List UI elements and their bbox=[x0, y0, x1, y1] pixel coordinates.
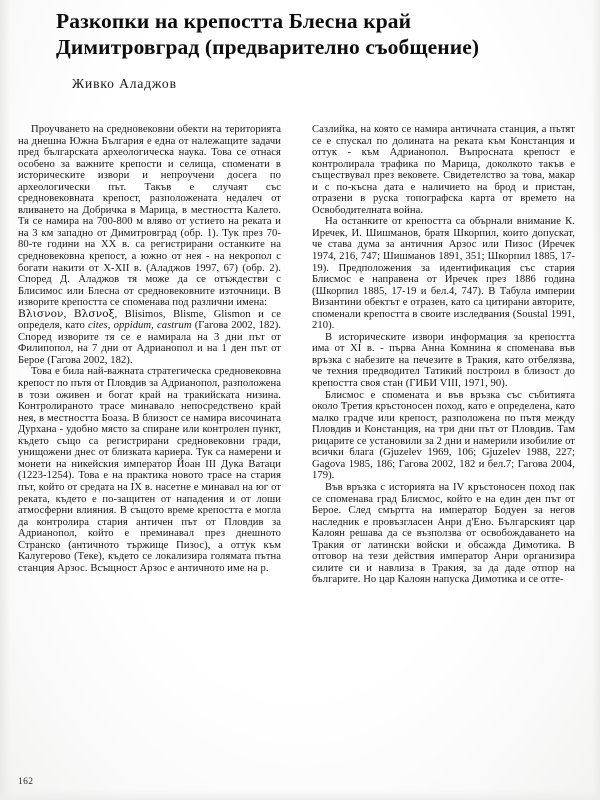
paragraph-greek-names: Βλισνον, Βλσνοξ, Blisimos, Blisme, Glismon и се определя, като cites, oppidum, castrum (Гагова 2002, 182). Според изворите тя се е намирала на 3 дни път от Филипопол, на 7 дни от Адрианопол и на 1 ден път от Берое (Гагова 2002, 182). bbox=[18, 307, 282, 366]
paragraph: Блисмос е спомената и във връзка със събитията около Третия кръстоносен поход, като е определена, като малко градче или крепост, разположена по пътя между Пловдив и Констанция, на три дни път от Пловдив. Там рицарите се установили за 2 дни и намерили изобилие от всички блага (Gjuzelev 1969, 106; Gjuzelev 1988, 227; Gagova 1985, 186; Гагова 2002, 182 и бел.7; Гагова 2004, 179). bbox=[312, 389, 575, 482]
paragraph: Проучването на средновековни обекти на територията на днешна Южна България е една от належащите задачи пред българската археологическа наука. Това се отнася особено за важните крепости и селища, споменати в историческите извори и непроучени досега по археологически път. Такъв е случаят със средновековната крепост, разположената недалеч от вливането на Добричка в Марица, в местността Калето. Тя се намира на 700-800 м вляво от устието на реката и на 3 км западно от Димитровград (обр. 1). Тук през 70-80-те години на XX в. са регистрирани останките на средновековна крепост, а южно от нея - на некропол с богати накити от X-XII в. (Аладжов 1997, 67) (обр. 2). Според Д. Аладжов тя може да се отъждестви с Блисимос или Блесна от средновековните източници. В изворите крепостта се споменава под различни имена: bbox=[18, 124, 281, 309]
paragraph: В историческите извори информация за крепостта има от XI в. - първа Анна Комнина я споменава във връзка с набезите на печезите в Тракия, като отбелязва, че техния предводител Татикий построил в близост до крепостта своя стан (ГИБИ VIII, 1971, 90). bbox=[312, 331, 575, 390]
page-title-line-1: Разкопки на крепостта Блесна край bbox=[56, 9, 412, 33]
body-column-right bbox=[312, 124, 575, 586]
page-number: 162 bbox=[18, 777, 34, 787]
page-title-line-2: Димитровград (предварително съобщение) bbox=[56, 35, 480, 59]
paragraph: Това е била най-важната стратегическа средновековна крепост по пътя от Пловдив за Адрианопол, разположена в този оживен и богат край на тракийската низина. Контролираното трасе минавало непосредствено край нея, в местността Боаза. В близост се намира височината Дурхана - удобно място за спиране или контролен пункт, където също са регистрирани средновековни гради, унищожени днес от близката кариера. Тук са намерени и монети на никейския император Йоан III Дука Ватаци (1223-1254). Това е на практика новото трасе на стария път, който от средата на IX в. насетне е минавал на юг от реката, където е по-защитен от нападения и от лоши атмосферни влияния. В същото време крепостта е могла да контролира стария античен път от Пловдив за Адрианопол, който е преминавал през днешното Странско (античното тържище Пизос), а оттук към Калугерово (Теке), където се локализира голямата пътна станция Арзос. Всъщност Арзос е античното име на р. bbox=[18, 366, 281, 574]
author-byline: Живко Аладжов bbox=[72, 76, 177, 91]
body-column-left bbox=[18, 124, 281, 574]
paragraph: Във връзка с историята на IV кръстоносен поход пак се споменава град Блисмос, който е на един ден път от Берое. След смъртта на император Бодуен за негов наследник е провъзгласен Анри д'Ено. Българският цар Калоян решава да се възползва от освобождаването на Тракия от латински войски и обсажда Димотика. В отговор на тези действия император Анри организира силите си и навлиза в Тракия, за да даде отпор на българите. Но цар Калоян напуска Димотика и се отте- bbox=[312, 481, 575, 586]
page-title bbox=[56, 8, 556, 60]
latin-term: castrum bbox=[157, 320, 192, 332]
latin-term: cites bbox=[88, 320, 108, 332]
latin-term: oppidum bbox=[113, 320, 152, 332]
greek-name: Βλισνον bbox=[18, 307, 64, 320]
paragraph: На останките от крепостта са обърнали внимание К. Иречек, И. Шишманов, братя Шкорпил, които допускат, че става дума за античния Арзос или Пизос (Иречек 1974, 216, 747; Шишманов 1891, 351; Шкорпил 1885, 17-19). Предположения за идентификация със стария Блисмос е направена от Иречек през 1886 година (Шкорпил 1885, 17-19 и бел.4, 747). В Табула империи Византини обектът е отразен, като са цитирани авторите, споменали крепостта в своите изследвания (Soustal 1991, 210). bbox=[312, 216, 575, 332]
greek-name: Βλσνοξ bbox=[73, 307, 115, 320]
paragraph: Сазлийка, на която се намира античната станция, а пътят се е спускал по долината на реката към Констанция и оттук - към Адрианопол. Въпросната крепост е контролирала трафика по Марица, доколкото такъв е съществувал през вековете. Свидетелство за това, макар и с по-късна дата е наличието на брод и пристан, отразени в руска топографска карта от времето на Освободителната война. bbox=[312, 124, 575, 216]
